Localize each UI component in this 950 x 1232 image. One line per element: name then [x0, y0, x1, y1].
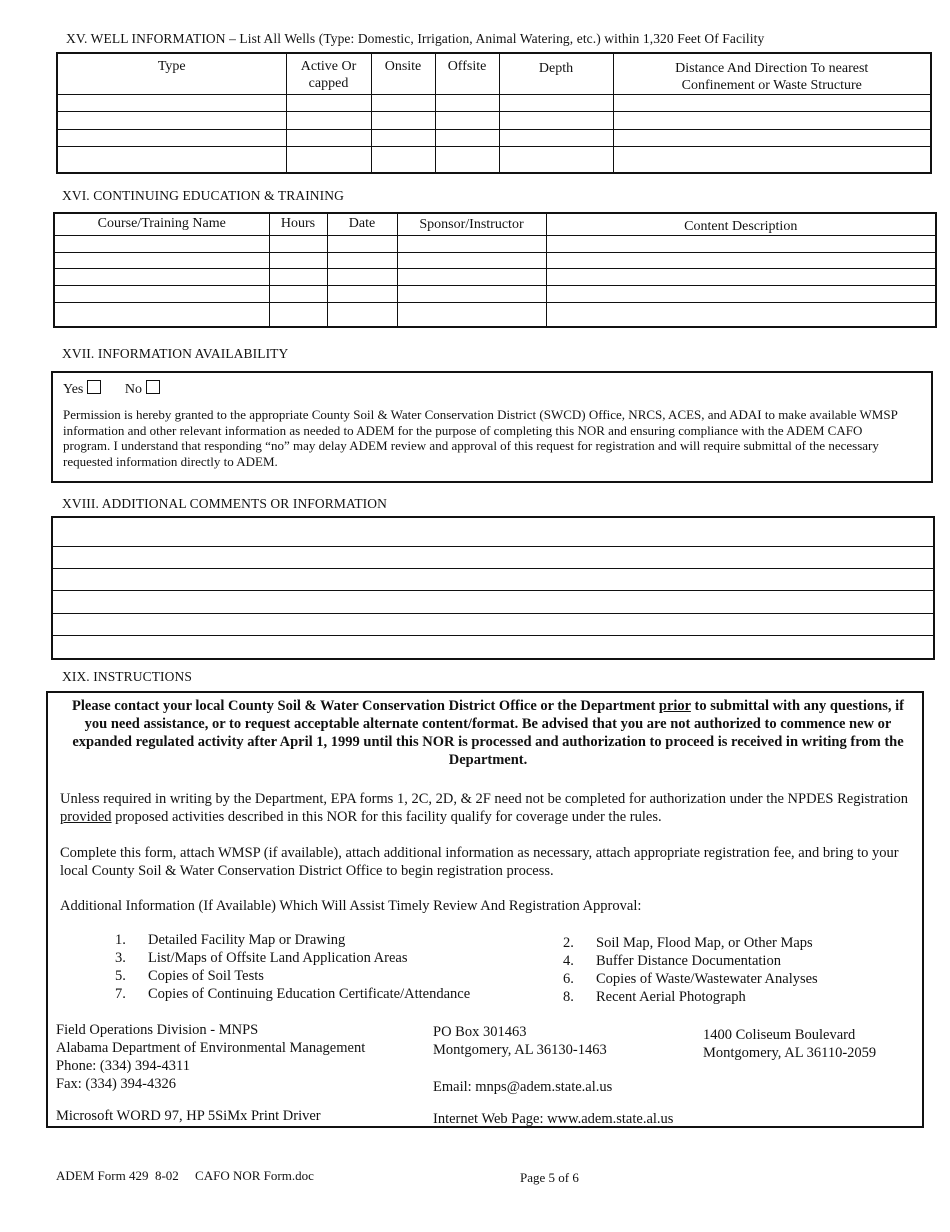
department-name: Alabama Department of Environmental Management: [56, 1040, 366, 1056]
sec18-title: XVIII. ADDITIONAL COMMENTS OR INFORMATION: [62, 496, 387, 511]
yes-checkbox[interactable]: [87, 380, 101, 394]
contact-left: [56, 1021, 365, 1125]
sec17-title: XVII. INFORMATION AVAILABILITY: [62, 346, 289, 361]
permission-text: Permission is hereby granted to the appropriate County Soil & Water Conservation District (SWCD) Office, NRCS, ACES, and ADAI to make available WMSP information and other relevant information as needed to ADEM for the purpose of completing this NOR and ensuring compliance with the ADEM CAFO program. I understand that responding “no” may delay ADEM review and approval of this request for registration and will require submittal of the necessary requested information directly to ADEM.: [63, 407, 898, 469]
list-item: 1. Detailed Facility Map or Drawing: [115, 932, 346, 948]
training-header-course: Course/Training Name: [54, 213, 269, 236]
po-city: Montgomery, AL 36130-1463: [433, 1042, 607, 1058]
well-row[interactable]: [57, 129, 931, 146]
no-checkbox[interactable]: [146, 380, 160, 394]
contact-middle: [433, 1023, 673, 1128]
training-table: [53, 212, 937, 328]
well-header-offsite: Offsite: [435, 53, 499, 95]
well-header-onsite: Onsite: [371, 53, 435, 95]
well-table: [56, 52, 932, 174]
training-row[interactable]: [54, 236, 936, 253]
training-header-hours: Hours: [269, 213, 327, 236]
instructions-para-epa: Unless required in writing by the Department, EPA forms 1, 2C, 2D, & 2F need not be completed for authorization under the NPDES Registration provided proposed activities described in this NOR for this facility qualify for coverage under the rules.: [60, 791, 908, 825]
well-row[interactable]: [57, 147, 931, 173]
list-item: 6. Copies of Waste/Wastewater Analyses: [563, 971, 818, 987]
sec16-title: XVI. CONTINUING EDUCATION & TRAINING: [62, 188, 344, 203]
comment-line: [53, 635, 933, 636]
list-item: 5. Copies of Soil Tests: [115, 968, 264, 984]
training-header-content: Content Description: [546, 213, 936, 236]
comment-line: [53, 546, 933, 547]
training-row[interactable]: [54, 269, 936, 286]
contact-right: [703, 1026, 876, 1062]
comment-line: [53, 590, 933, 591]
instructions-para-additional: Additional Information (If Available) Which Will Assist Timely Review And Registration Approval:: [60, 898, 642, 914]
list-item: 4. Buffer Distance Documentation: [563, 953, 781, 969]
sec15-title: XV. WELL INFORMATION – List All Wells (Type: Domestic, Irrigation, Animal Watering, etc.) within 1,320 Feet Of Facility: [66, 31, 765, 46]
training-row[interactable]: [54, 285, 936, 302]
street-city: Montgomery, AL 36110-2059: [703, 1045, 877, 1061]
well-header-depth: Depth: [499, 53, 613, 95]
training-row[interactable]: [54, 302, 936, 327]
form-id: ADEM Form 429 8-02 CAFO NOR Form.doc: [56, 1168, 314, 1183]
well-row[interactable]: [57, 112, 931, 129]
sec19-title: XIX. INSTRUCTIONS: [62, 669, 192, 684]
training-header-date: Date: [327, 213, 397, 236]
email-address[interactable]: Email: mnps@adem.state.al.us: [433, 1079, 613, 1095]
list-item: 2. Soil Map, Flood Map, or Other Maps: [563, 935, 813, 951]
instructions-box: [46, 691, 924, 1128]
web-page[interactable]: Internet Web Page: www.adem.state.al.us: [433, 1111, 674, 1127]
comment-line: [53, 568, 933, 569]
well-header-type: Type: [57, 53, 286, 95]
comments-box[interactable]: [51, 516, 935, 660]
software-note: Microsoft WORD 97, HP 5SiMx Print Driver: [56, 1108, 321, 1124]
list-item: 3. List/Maps of Offsite Land Application Areas: [115, 950, 408, 966]
list-item: 7. Copies of Continuing Education Certificate/Attendance: [115, 986, 471, 1002]
comment-line: [53, 613, 933, 614]
street-address: 1400 Coliseum Boulevard: [703, 1027, 856, 1043]
po-box: PO Box 301463: [433, 1024, 527, 1040]
yes-label: Yes: [63, 382, 84, 397]
division-name: Field Operations Division - MNPS: [56, 1022, 259, 1038]
list-item: 8. Recent Aerial Photograph: [563, 989, 746, 1005]
well-row[interactable]: [57, 95, 931, 112]
training-header-sponsor: Sponsor/Instructor: [397, 213, 546, 236]
information-availability-box: [51, 371, 933, 483]
fax-number: Fax: (334) 394-4326: [56, 1076, 177, 1092]
no-label: No: [124, 382, 142, 397]
phone-number: Phone: (334) 394-4311: [56, 1058, 190, 1074]
instructions-para-complete: Complete this form, attach WMSP (if available), attach additional information as necessary, attach appropriate registration fee, and bring to your local County Soil & Water Conservation District Office to begin registration process.: [60, 845, 899, 879]
training-row[interactable]: [54, 252, 936, 269]
well-header-distance: Distance And Direction To nearest Confinement or Waste Structure: [613, 53, 931, 95]
page-number: Page 5 of 6: [520, 1170, 579, 1185]
well-header-active: Active Or capped: [286, 53, 371, 95]
instructions-notice: Please contact your local County Soil & Water Conservation District Office or the Department prior to submittal with any questions, if you need assistance, or to request acceptable alternate content/format. Be advised that you are not authorized to commence new or expanded regulated activity after April 1, 1999 until this NOR is processed and authorization to proceed is received in writing from the Department.: [72, 698, 904, 768]
